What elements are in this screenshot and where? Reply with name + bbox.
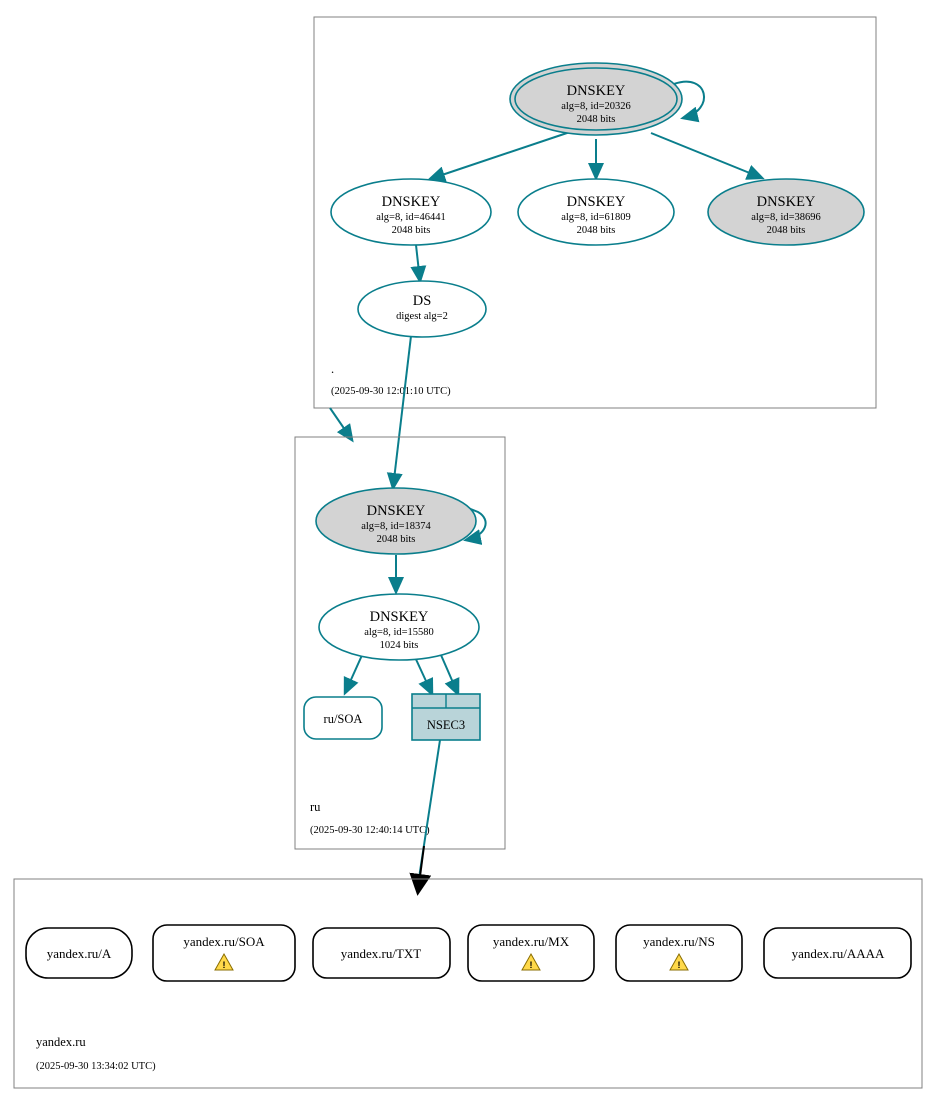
zone-yandex-ru <box>14 879 922 1088</box>
edge-20326-38696 <box>651 133 762 178</box>
zone-ru-label: ru <box>310 800 321 814</box>
node-ru-soa[interactable] <box>304 697 382 739</box>
node-dnskey-15580[interactable] <box>319 594 479 660</box>
node-yandex-aaaa-label: yandex.ru/AAAA <box>791 946 885 961</box>
node-nsec3-label: NSEC3 <box>426 718 466 732</box>
edge-46441-ds <box>416 245 420 281</box>
node-dnskey-20326-title: DNSKEY <box>566 83 626 99</box>
node-yandex-a[interactable] <box>26 928 132 978</box>
node-dnskey-61809[interactable] <box>518 179 674 245</box>
zone-yandex-ru-label: yandex.ru <box>36 1035 86 1049</box>
zone-root-label: . <box>331 362 335 376</box>
zone-yandex-ru-border <box>14 879 922 1088</box>
node-yandex-ns-label: yandex.ru/NS <box>643 934 715 949</box>
node-yandex-aaaa[interactable] <box>764 928 911 978</box>
svg-text:!: ! <box>529 960 533 970</box>
node-ds-2-shape <box>358 281 486 337</box>
node-dnskey-15580-alg: alg=8, id=15580 <box>364 627 434 638</box>
node-dnskey-15580-title: DNSKEY <box>369 609 429 625</box>
node-dnskey-61809-bits: 2048 bits <box>576 225 616 236</box>
node-dnskey-61809-alg: alg=8, id=61809 <box>561 212 631 223</box>
edge-15580-nsec3-a <box>414 655 432 694</box>
node-ds-2[interactable] <box>358 281 486 337</box>
node-yandex-txt[interactable] <box>313 928 450 978</box>
edge-15580-nsec3-b <box>441 655 458 694</box>
node-dnskey-20326-bits: 2048 bits <box>576 114 616 125</box>
node-ds-2-title: DS <box>412 293 432 309</box>
node-ds-2-digest: digest alg=2 <box>396 311 448 322</box>
svg-text:!: ! <box>677 960 681 970</box>
node-nsec3[interactable] <box>412 694 480 740</box>
node-dnskey-38696-alg: alg=8, id=38696 <box>751 212 821 223</box>
zone-root-timestamp: (2025-09-30 12:01:10 UTC) <box>331 386 451 397</box>
node-yandex-a-label: yandex.ru/A <box>46 946 112 961</box>
node-yandex-ns[interactable] <box>616 925 742 981</box>
zone-yandex-ru-timestamp: (2025-09-30 13:34:02 UTC) <box>36 1061 156 1072</box>
svg-text:!: ! <box>222 960 226 970</box>
node-yandex-soa[interactable] <box>153 925 295 981</box>
node-dnskey-20326[interactable] <box>510 63 682 135</box>
edge-zone-root-to-ru <box>330 408 352 440</box>
node-yandex-mx-label: yandex.ru/MX <box>492 934 570 949</box>
node-dnskey-46441-bits: 2048 bits <box>391 225 431 236</box>
node-dnskey-15580-bits: 1024 bits <box>379 640 419 651</box>
edge-20326-46441 <box>430 132 570 179</box>
zone-ru-timestamp: (2025-09-30 12:40:14 UTC) <box>310 825 430 836</box>
node-dnskey-38696[interactable] <box>708 179 864 245</box>
node-dnskey-18374-title: DNSKEY <box>366 503 426 519</box>
edge-ds-to-ru-dnskey <box>393 336 411 488</box>
node-yandex-txt-label: yandex.ru/TXT <box>340 946 422 961</box>
edge-zone-ru-to-yandex <box>419 846 424 884</box>
node-dnskey-46441[interactable] <box>331 179 491 245</box>
node-yandex-mx[interactable] <box>468 925 594 981</box>
node-dnskey-18374-bits: 2048 bits <box>376 534 416 545</box>
node-dnskey-38696-title: DNSKEY <box>756 194 816 210</box>
node-yandex-soa-label: yandex.ru/SOA <box>183 934 265 949</box>
node-dnskey-38696-bits: 2048 bits <box>766 225 806 236</box>
node-dnskey-61809-title: DNSKEY <box>566 194 626 210</box>
node-dnskey-18374[interactable] <box>316 488 476 554</box>
node-dnskey-46441-title: DNSKEY <box>381 194 441 210</box>
node-dnskey-46441-alg: alg=8, id=46441 <box>376 212 446 223</box>
node-dnskey-18374-alg: alg=8, id=18374 <box>361 521 431 532</box>
node-ru-soa-label: ru/SOA <box>323 712 363 726</box>
edge-15580-ru-soa <box>345 653 363 693</box>
node-dnskey-20326-alg: alg=8, id=20326 <box>561 101 631 112</box>
